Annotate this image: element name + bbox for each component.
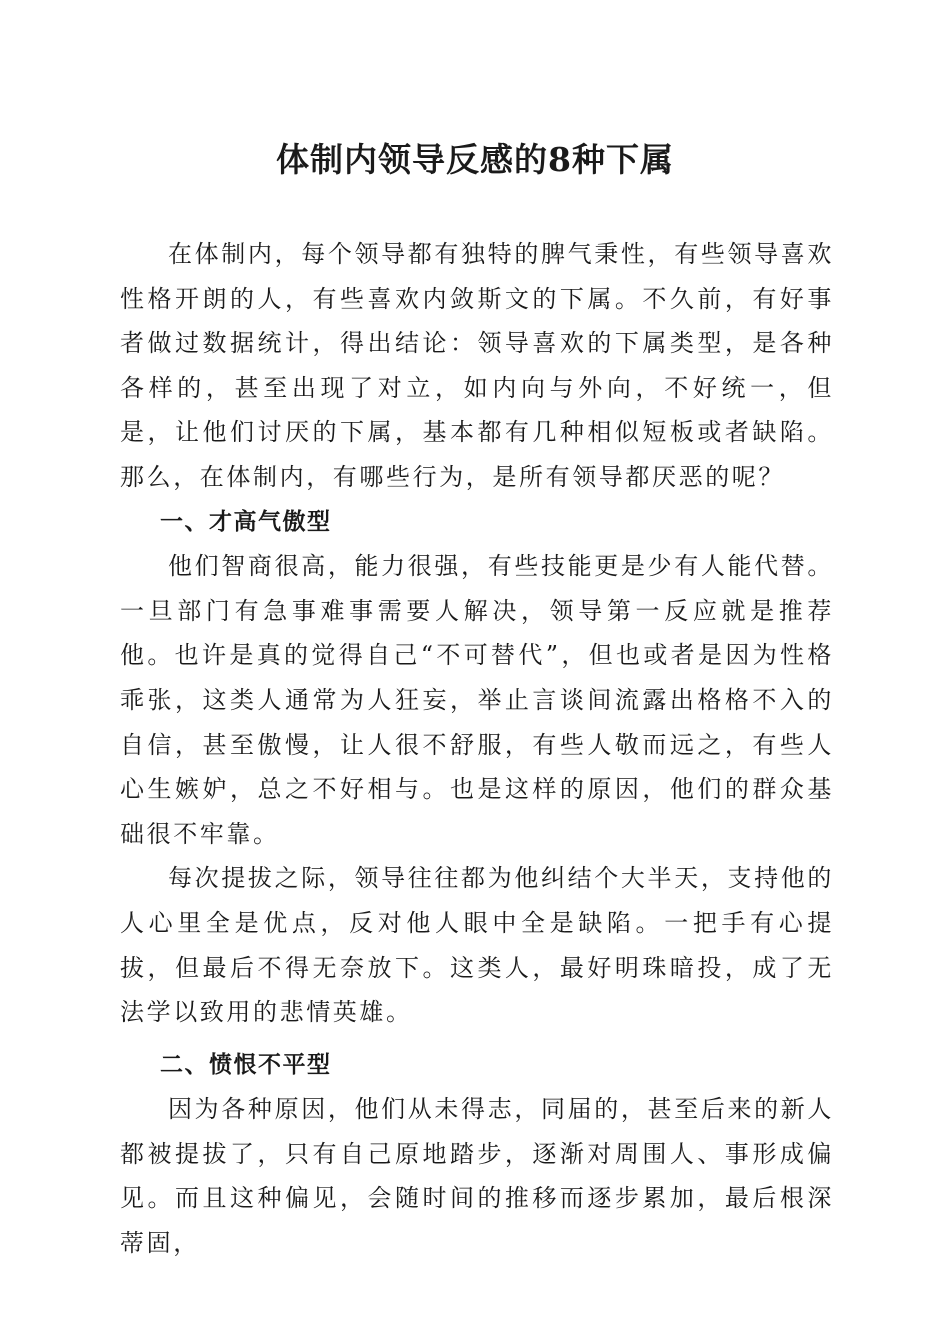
section-heading-2: 二、愤恨不平型 <box>160 1051 332 1078</box>
document-title: 体制内领导反感的8种下属 <box>276 140 674 179</box>
intro-paragraph: 在体制内，每个领导都有独特的脾气秉性，有些领导喜欢性格开朗的人，有些喜欢内敛斯文的下属。不久前，有好事者做过数据统计，得出结论：领导喜欢的下属类型，是各种各样的，甚至出现了对立，如内向与外向，不好统一，但是，让他们讨厌的下属，基本都有几种相似短板或者缺陷。那么，在体制内，有哪些行为，是所有领导都厌恶的呢？ <box>120 240 834 491</box>
section-2-paragraph-1: 因为各种原因，他们从未得志，同届的，甚至后来的新人都被提拔了，只有自己原地踏步，逐渐对周围人、事形成偏见。而且这种偏见，会随时间的推移而逐步累加，最后根深蒂固， <box>120 1095 834 1258</box>
section-1-paragraph-1: 他们智商很高，能力很强，有些技能更是少有人能代替。一旦部门有急事难事需要人解决，领导第一反应就是推荐他。也许是真的觉得自己“不可替代”，但也或者是因为性格乖张，这类人通常为人狂妄，举止言谈间流露出格格不入的自信，甚至傲慢，让人很不舒服，有些人敬而远之，有些人心生嫉妒，总之不好相与。也是这样的原因，他们的群众基础很不牢靠。 <box>120 552 834 848</box>
document-body <box>120 232 834 1266</box>
section-heading-1: 一、才高气傲型 <box>160 508 332 535</box>
section-1-paragraph-2: 每次提拔之际，领导往往都为他纠结个大半天，支持他的人心里全是优点，反对他人眼中全是缺陷。一把手有心提拔，但最后不得无奈放下。这类人，最好明珠暗投，成了无法学以致用的悲情英雄。 <box>120 864 834 1027</box>
